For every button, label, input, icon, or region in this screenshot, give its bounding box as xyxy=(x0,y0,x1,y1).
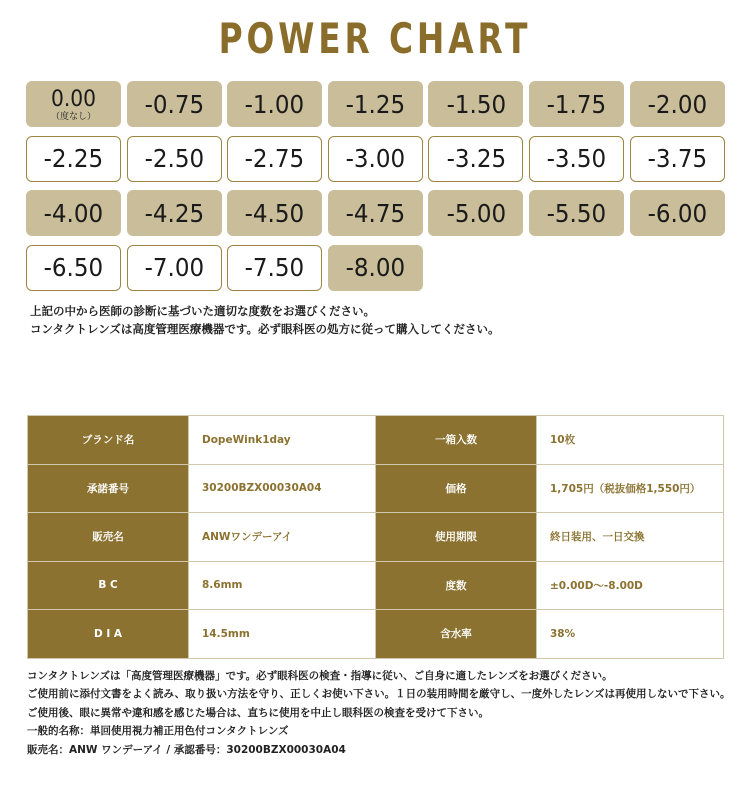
power-cell xyxy=(428,190,523,236)
power-value: -7.00 xyxy=(144,253,204,282)
spec-key: 販売名 xyxy=(28,513,189,562)
footer-notes xyxy=(27,667,731,759)
power-value: -3.50 xyxy=(546,144,607,173)
power-cell xyxy=(529,136,624,182)
power-cell xyxy=(127,190,222,236)
power-value: -6.00 xyxy=(647,198,707,228)
power-cell xyxy=(227,190,322,236)
power-value: 0.00 xyxy=(50,86,97,112)
power-cell xyxy=(328,136,423,182)
footer-line: 販売名：ANW ワンデーアイ / 承認番号：30200BZX00030A04 xyxy=(27,743,346,756)
power-cell xyxy=(127,245,222,291)
footer-line: ご使用後、眼に異常や違和感を感じた場合は、直ちに使用を中止し眼科医の検査を受けて下さい。 xyxy=(27,706,489,719)
power-value: -5.50 xyxy=(546,198,607,228)
power-cell xyxy=(127,81,222,127)
power-value: -4.25 xyxy=(144,198,204,228)
spec-key: 承諾番号 xyxy=(28,464,189,513)
spec-key: 価格 xyxy=(376,464,537,513)
footer-line: コンタクトレンズは「高度管理医療機器」です。必ず眼科医の検査・指導に従い、ご自身に適したレンズをお選びください。 xyxy=(27,670,613,682)
power-value: -4.50 xyxy=(244,198,305,228)
power-value: -2.00 xyxy=(647,89,707,119)
power-cell xyxy=(328,245,423,291)
power-cell xyxy=(127,136,222,182)
power-cell xyxy=(630,190,725,236)
power-value: -2.75 xyxy=(244,144,305,173)
spec-key: 一箱入数 xyxy=(376,416,537,465)
power-value: -0.75 xyxy=(144,89,204,119)
power-cell xyxy=(227,81,322,127)
spec-value: 14.5mm xyxy=(189,610,376,659)
spec-key: 使用期限 xyxy=(376,513,537,562)
power-value: -4.00 xyxy=(43,198,104,228)
power-value: -1.50 xyxy=(446,89,506,119)
spec-key: 含水率 xyxy=(376,610,537,659)
power-value: -2.50 xyxy=(144,144,204,173)
power-value: -2.25 xyxy=(43,144,104,173)
power-cell xyxy=(529,81,624,127)
power-value: -1.00 xyxy=(244,89,305,119)
power-cell xyxy=(227,245,322,291)
power-value: -1.25 xyxy=(345,89,406,119)
power-value: -4.75 xyxy=(345,198,406,228)
note-line: 上記の中から医師の診断に基づいた適切な度数をお選びください。 xyxy=(30,304,375,318)
power-cell xyxy=(428,81,523,127)
spec-value: 8.6mm xyxy=(189,561,376,610)
spec-value: 終日装用、一日交換 xyxy=(537,513,724,562)
power-value: -6.50 xyxy=(43,253,104,282)
spec-value: ANWワンデーアイ xyxy=(189,513,376,562)
page-title: POWER CHART xyxy=(218,14,532,63)
table-row xyxy=(28,464,724,513)
power-value: -1.75 xyxy=(546,89,607,119)
power-cell xyxy=(529,190,624,236)
power-sub-label: （度なし） xyxy=(50,111,96,122)
table-row xyxy=(28,416,724,465)
spec-value: 30200BZX00030A04 xyxy=(189,464,376,513)
spec-value: 38% xyxy=(537,610,724,659)
power-cell xyxy=(630,81,725,127)
spec-key: ブランド名 xyxy=(28,416,189,465)
note-line: コンタクトレンズは高度管理医療機器です。必ず眼科医の処方に従って購入してください。 xyxy=(30,322,500,336)
spec-key: D I A xyxy=(28,610,189,659)
spec-key: 度数 xyxy=(376,561,537,610)
spec-value: 1,705円（税抜価格1,550円） xyxy=(537,464,724,513)
spec-value: 10枚 xyxy=(537,416,724,465)
power-note xyxy=(30,302,499,338)
power-cell xyxy=(26,136,121,182)
power-cell xyxy=(328,190,423,236)
power-cell xyxy=(227,136,322,182)
power-cell xyxy=(26,81,121,127)
power-cell xyxy=(26,190,121,236)
spec-value: DopeWink1day xyxy=(189,416,376,465)
table-row xyxy=(28,610,724,659)
power-cell xyxy=(428,136,523,182)
spec-key: B C xyxy=(28,561,189,610)
power-value: -7.50 xyxy=(244,253,305,282)
footer-line: ご使用前に添付文書をよく読み、取り扱い方法を守り、正しくお使い下さい。１日の装用時間を厳守し、一度外したレンズは再使用しないで下さい。 xyxy=(27,688,731,701)
power-value: -3.75 xyxy=(647,144,707,173)
spec-value: ±0.00D〜-8.00D xyxy=(537,561,724,610)
table-row xyxy=(28,561,724,610)
power-cell xyxy=(328,81,423,127)
footer-line: 一般的名称：単回使用視力補正用色付コンタクトレンズ xyxy=(27,725,289,738)
power-value: -8.00 xyxy=(345,253,406,282)
power-value: -3.00 xyxy=(345,144,406,173)
power-cell xyxy=(26,245,121,291)
power-cell xyxy=(630,136,725,182)
table-row xyxy=(28,513,724,562)
spec-table xyxy=(27,415,724,659)
power-value: -5.00 xyxy=(446,198,506,228)
power-value: -3.25 xyxy=(446,144,506,173)
